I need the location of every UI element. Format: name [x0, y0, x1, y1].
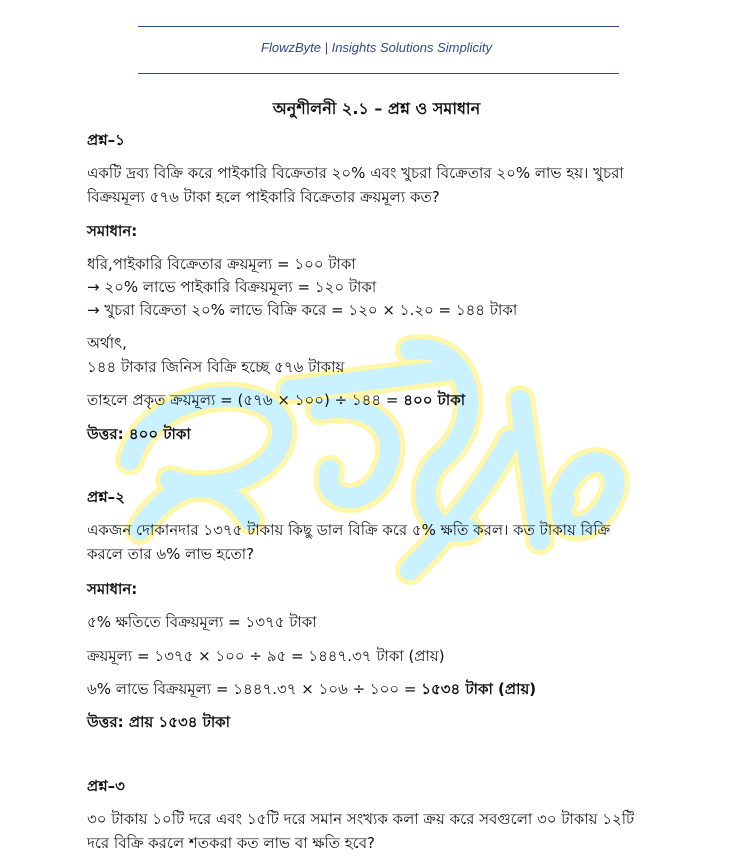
q2-calc	[87, 679, 536, 699]
q1-calc-result: ৪০০ টাকা	[403, 391, 466, 409]
q3-text-line: ৩০ টাকায় ১০টি দরে এবং ১৫টি দরে সমান সংখ্যক কলা ক্রয় করে সবগুলো ৩০ টাকায় ১২টি	[87, 810, 635, 828]
q2-text-line: একজন দোকানদার ১৩৭৫ টাকায় কিছু ডাল বিক্রি করে ৫% ক্ষতি করল। কত টাকায় বিক্রি	[87, 521, 611, 539]
q1-calc-expr: তাহলে প্রকৃত ক্রয়মূল্য = (৫৭৬ × ১০০) ÷ ১৪৪ =	[87, 391, 404, 409]
q1-step: ধরি,পাইকারি বিক্রেতার ক্রয়মূল্য = ১০০ টাকা	[87, 255, 356, 273]
q2-step: ক্রয়মূল্য = ১৩৭৫ × ১০০ ÷ ৯৫ = ১৪৪৭.৩৭ টাকা (প্রায়)	[87, 647, 445, 665]
q1-solution-label: সমাধান:	[87, 222, 138, 240]
q1-text-line: একটি দ্রব্য বিক্রি করে পাইকারি বিক্রেতার ২০% এবং খুচরা বিক্রেতার ২০% লাভ হয়। খুচরা	[87, 164, 624, 182]
q1-answer: উত্তর: ৪০০ টাকা	[87, 425, 191, 443]
header-rule-bottom	[138, 73, 619, 74]
q2-heading: প্রশ্ন–২	[87, 488, 125, 506]
q1-heading: প্রশ্ন–১	[87, 131, 125, 149]
q1-therefore: অর্থাৎ,	[87, 334, 127, 352]
q2-calc-expr: ৬% লাভে বিক্রয়মূল্য = ১৪৪৭.৩৭ × ১০৬ ÷ ১০০ =	[87, 680, 422, 698]
q2-step: ৫% ক্ষতিতে বিক্রয়মূল্য = ১৩৭৫ টাকা	[87, 613, 317, 631]
q1-step: → ২০% লাভে পাইকারি বিক্রয়মূল্য = ১২০ টাকা	[87, 278, 377, 296]
q1-line: ১৪৪ টাকার জিনিস বিক্রি হচ্ছে ৫৭৬ টাকায়	[87, 358, 345, 376]
q2-text-line: করলে তার ৬% লাভ হতো?	[87, 545, 255, 563]
header-rule-top	[138, 26, 619, 27]
q2-solution-label: সমাধান:	[87, 580, 138, 598]
q2-answer: উত্তর: প্রায় ১৫৩৪ টাকা	[87, 713, 231, 731]
q1-step: → খুচরা বিক্রেতা ২০% লাভে বিক্রি করে = ১২০ × ১.২০ = ১৪৪ টাকা	[87, 301, 518, 319]
q3-text-line: দরে বিক্রি করলে শতকরা কত লাভ বা ক্ষতি হবে?	[87, 834, 376, 852]
header-tagline: FlowzByte | Insights Solutions Simplicity	[261, 40, 492, 55]
page-title: অনুশীলনী ২.১ – প্রশ্ন ও সমাধান	[272, 99, 481, 118]
q1-text-line: বিক্রয়মূল্য ৫৭৬ টাকা হলে পাইকারি বিক্রেতার ক্রয়মূল্য কত?	[87, 188, 440, 206]
q1-calc	[87, 390, 465, 410]
q2-calc-result: ১৫৩৪ টাকা (প্রায়)	[421, 680, 537, 698]
q3-heading: প্রশ্ন–৩	[87, 777, 125, 795]
